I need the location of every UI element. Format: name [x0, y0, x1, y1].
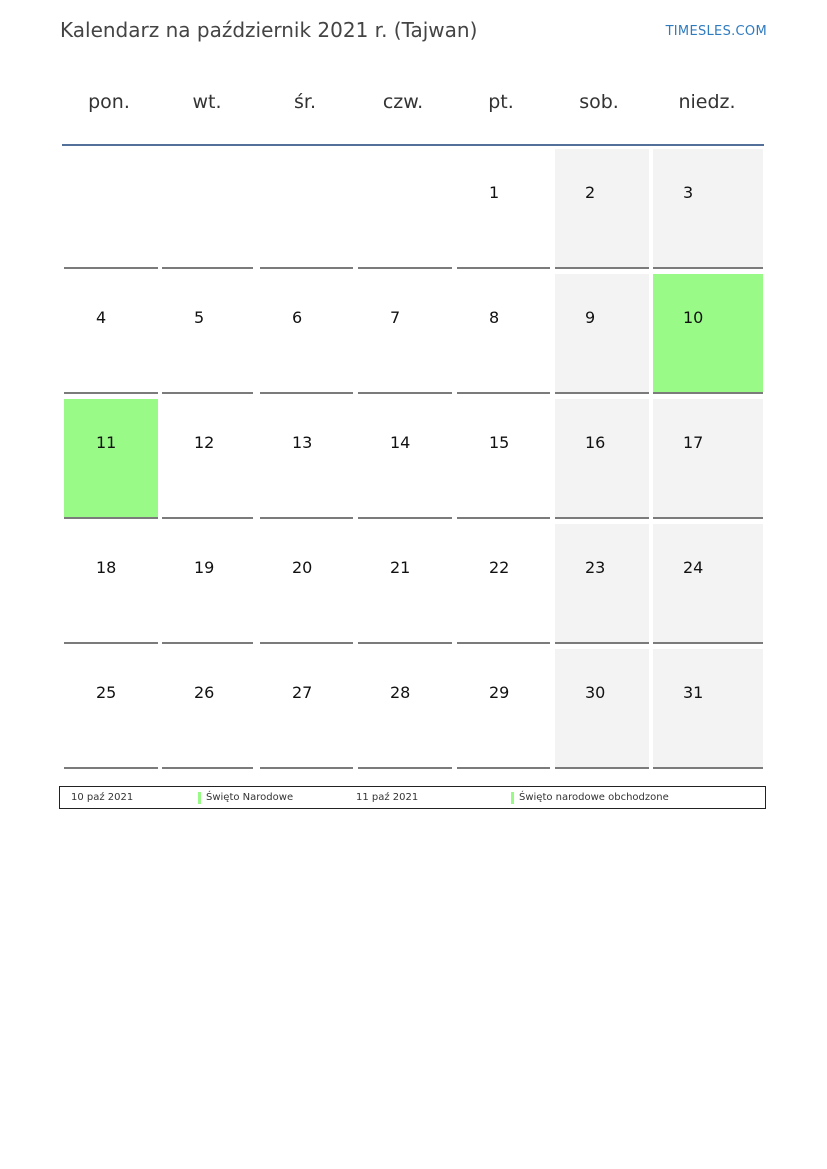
day-cell-3[interactable] — [653, 149, 763, 269]
holiday-legend — [59, 786, 766, 809]
cell-underline — [457, 767, 550, 769]
day-number: 3 — [683, 183, 694, 202]
day-number: 8 — [489, 308, 500, 327]
day-cell-21[interactable] — [358, 524, 452, 644]
day-number: 17 — [683, 433, 704, 452]
day-cell-24[interactable] — [653, 524, 763, 644]
weekday-thu: czw. — [382, 91, 424, 113]
day-cell-29[interactable] — [457, 649, 550, 769]
day-cell-25[interactable] — [64, 649, 158, 769]
day-cell-6[interactable] — [260, 274, 353, 394]
empty-day-cell — [260, 149, 353, 269]
day-number: 5 — [194, 308, 205, 327]
day-number: 9 — [585, 308, 596, 327]
day-cell-4[interactable] — [64, 274, 158, 394]
cell-underline — [653, 392, 763, 394]
day-cell-27[interactable] — [260, 649, 353, 769]
day-cell-17[interactable] — [653, 399, 763, 519]
day-number: 31 — [683, 683, 704, 702]
day-number: 26 — [194, 683, 215, 702]
cell-underline — [162, 767, 253, 769]
day-cell-2[interactable] — [555, 149, 649, 269]
cell-underline — [64, 767, 158, 769]
cell-underline — [64, 517, 158, 519]
day-number: 23 — [585, 558, 606, 577]
cell-underline — [555, 267, 649, 269]
day-number: 15 — [489, 433, 510, 452]
day-number: 12 — [194, 433, 215, 452]
day-cell-11[interactable] — [64, 399, 158, 519]
day-number: 14 — [390, 433, 411, 452]
weekday-mon: pon. — [88, 91, 130, 113]
empty-day-cell — [162, 149, 253, 269]
day-number: 13 — [292, 433, 313, 452]
day-cell-31[interactable] — [653, 649, 763, 769]
legend-date-2: 11 paź 2021 — [356, 792, 419, 803]
cell-underline — [653, 767, 763, 769]
day-cell-20[interactable] — [260, 524, 353, 644]
cell-underline — [162, 517, 253, 519]
day-number: 25 — [96, 683, 117, 702]
empty-day-cell — [64, 149, 158, 269]
day-cell-16[interactable] — [555, 399, 649, 519]
cell-underline — [260, 767, 353, 769]
day-number: 22 — [489, 558, 510, 577]
cell-underline — [555, 642, 649, 644]
weekday-tue: wt. — [192, 91, 222, 113]
cell-underline — [653, 267, 763, 269]
day-cell-7[interactable] — [358, 274, 452, 394]
cell-underline — [162, 267, 253, 269]
day-cell-10[interactable] — [653, 274, 763, 394]
day-number: 16 — [585, 433, 606, 452]
day-cell-15[interactable] — [457, 399, 550, 519]
day-cell-19[interactable] — [162, 524, 253, 644]
cell-underline — [358, 642, 452, 644]
day-cell-18[interactable] — [64, 524, 158, 644]
cell-underline — [260, 392, 353, 394]
cell-underline — [162, 642, 253, 644]
cell-underline — [260, 267, 353, 269]
day-cell-26[interactable] — [162, 649, 253, 769]
cell-underline — [457, 642, 550, 644]
day-cell-13[interactable] — [260, 399, 353, 519]
day-number: 27 — [292, 683, 313, 702]
day-number: 29 — [489, 683, 510, 702]
day-cell-8[interactable] — [457, 274, 550, 394]
day-number: 18 — [96, 558, 117, 577]
day-number: 10 — [683, 308, 704, 327]
cell-underline — [64, 267, 158, 269]
cell-underline — [64, 642, 158, 644]
day-cell-5[interactable] — [162, 274, 253, 394]
day-number: 4 — [96, 308, 107, 327]
weekday-header — [62, 90, 764, 146]
cell-underline — [555, 392, 649, 394]
cell-underline — [457, 267, 550, 269]
day-number: 19 — [194, 558, 215, 577]
cell-underline — [358, 767, 452, 769]
cell-underline — [457, 392, 550, 394]
cell-underline — [358, 517, 452, 519]
day-cell-12[interactable] — [162, 399, 253, 519]
cell-underline — [260, 517, 353, 519]
day-number: 28 — [390, 683, 411, 702]
legend-name-2: Święto narodowe obchodzone — [519, 792, 669, 803]
legend-date-1: 10 paź 2021 — [71, 792, 134, 803]
day-number: 30 — [585, 683, 606, 702]
day-cell-28[interactable] — [358, 649, 452, 769]
cell-underline — [358, 267, 452, 269]
cell-underline — [555, 517, 649, 519]
legend-swatch-2 — [511, 792, 514, 804]
day-cell-9[interactable] — [555, 274, 649, 394]
weekday-sun: niedz. — [678, 91, 736, 113]
cell-underline — [260, 642, 353, 644]
brand-link[interactable]: TIMESLES.COM — [665, 24, 767, 39]
day-number: 2 — [585, 183, 596, 202]
day-number: 7 — [390, 308, 401, 327]
day-number: 11 — [96, 433, 117, 452]
day-cell-22[interactable] — [457, 524, 550, 644]
day-number: 6 — [292, 308, 303, 327]
cell-underline — [358, 392, 452, 394]
cell-underline — [162, 392, 253, 394]
cell-underline — [653, 517, 763, 519]
cell-underline — [653, 642, 763, 644]
weekday-sat: sob. — [579, 91, 619, 113]
legend-name-1: Święto Narodowe — [206, 792, 294, 803]
empty-day-cell — [358, 149, 452, 269]
page-title: Kalendarz na październik 2021 r. (Tajwan) — [60, 18, 478, 42]
day-cell-30[interactable] — [555, 649, 649, 769]
weekday-fri: pt. — [488, 91, 514, 113]
cell-underline — [457, 517, 550, 519]
legend-swatch-1 — [198, 792, 201, 804]
day-cell-23[interactable] — [555, 524, 649, 644]
day-number: 1 — [489, 183, 500, 202]
weekday-wed: śr. — [293, 91, 316, 113]
day-number: 24 — [683, 558, 704, 577]
day-cell-1[interactable] — [457, 149, 550, 269]
cell-underline — [555, 767, 649, 769]
day-number: 20 — [292, 558, 313, 577]
day-number: 21 — [390, 558, 411, 577]
cell-underline — [64, 392, 158, 394]
day-cell-14[interactable] — [358, 399, 452, 519]
